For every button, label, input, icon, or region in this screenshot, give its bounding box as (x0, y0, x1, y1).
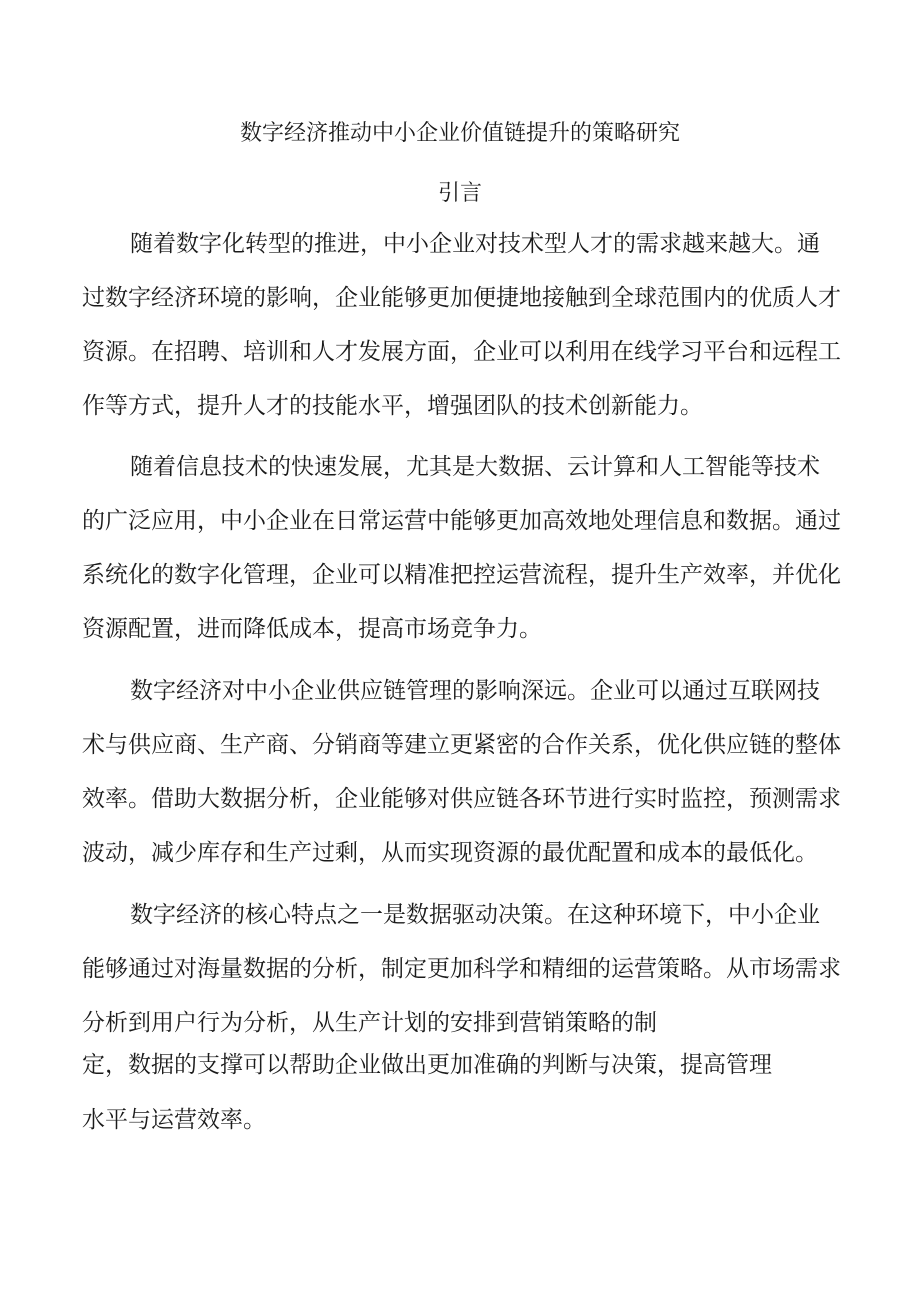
paragraph-4-line-4: 定，数据的支撑可以帮助企业做出更加准确的判断与决策，提高管理 (82, 1052, 772, 1078)
document-title: 数字经济推动中小企业价值链提升的策略研究 (239, 121, 680, 146)
paragraph-2-line-3: 系统化的数字化管理，企业可以精准把控运营流程，提升生产效率，并优化 (82, 562, 841, 588)
paragraph-1-line-2: 过数字经济环境的影响，企业能够更加便捷地接触到全球范围内的优质人才 (82, 285, 841, 311)
paragraph-3-line-1: 数字经济对中小企业供应链管理的影响深远。企业可以通过互联网技 (130, 678, 820, 704)
paragraph-3-line-4: 波动，减少库存和生产过剩，从而实现资源的最优配置和成本的最低化。 (82, 840, 818, 866)
paragraph-4-line-2: 能够通过对海量数据的分析，制定更加科学和精细的运营策略。从市场需求 (82, 956, 841, 982)
paragraph-1-line-1: 随着数字化转型的推进，中小企业对技术型人才的需求越来越大。通 (130, 231, 820, 257)
paragraph-3-line-2: 术与供应商、生产商、分销商等建立更紧密的合作关系，优化供应链的整体 (82, 732, 841, 758)
paragraph-1-line-3: 资源。在招聘、培训和人才发展方面，企业可以利用在线学习平台和远程工 (82, 339, 841, 365)
paragraph-3-line-3: 效率。借助大数据分析，企业能够对供应链各环节进行实时监控，预测需求 (82, 786, 841, 812)
paragraph-2-line-1: 随着信息技术的快速发展，尤其是大数据、云计算和人工智能等技术 (130, 454, 820, 480)
paragraph-1-line-4: 作等方式，提升人才的技能水平，增强团队的技术创新能力。 (82, 393, 703, 419)
paragraph-2-line-2: 的广泛应用，中小企业在日常运营中能够更加高效地处理信息和数据。通过 (82, 508, 841, 534)
paragraph-2-line-4: 资源配置，进而降低成本，提高市场竞争力。 (82, 616, 542, 642)
paragraph-4-line-1: 数字经济的核心特点之一是数据驱动决策。在这种环境下，中小企业 (130, 902, 820, 928)
paragraph-4-line-3: 分析到用户行为分析，从生产计划的安排到营销策略的制 (82, 1010, 657, 1036)
section-heading-introduction: 引言 (437, 181, 482, 206)
paragraph-4-line-5: 水平与运营效率。 (82, 1107, 266, 1133)
